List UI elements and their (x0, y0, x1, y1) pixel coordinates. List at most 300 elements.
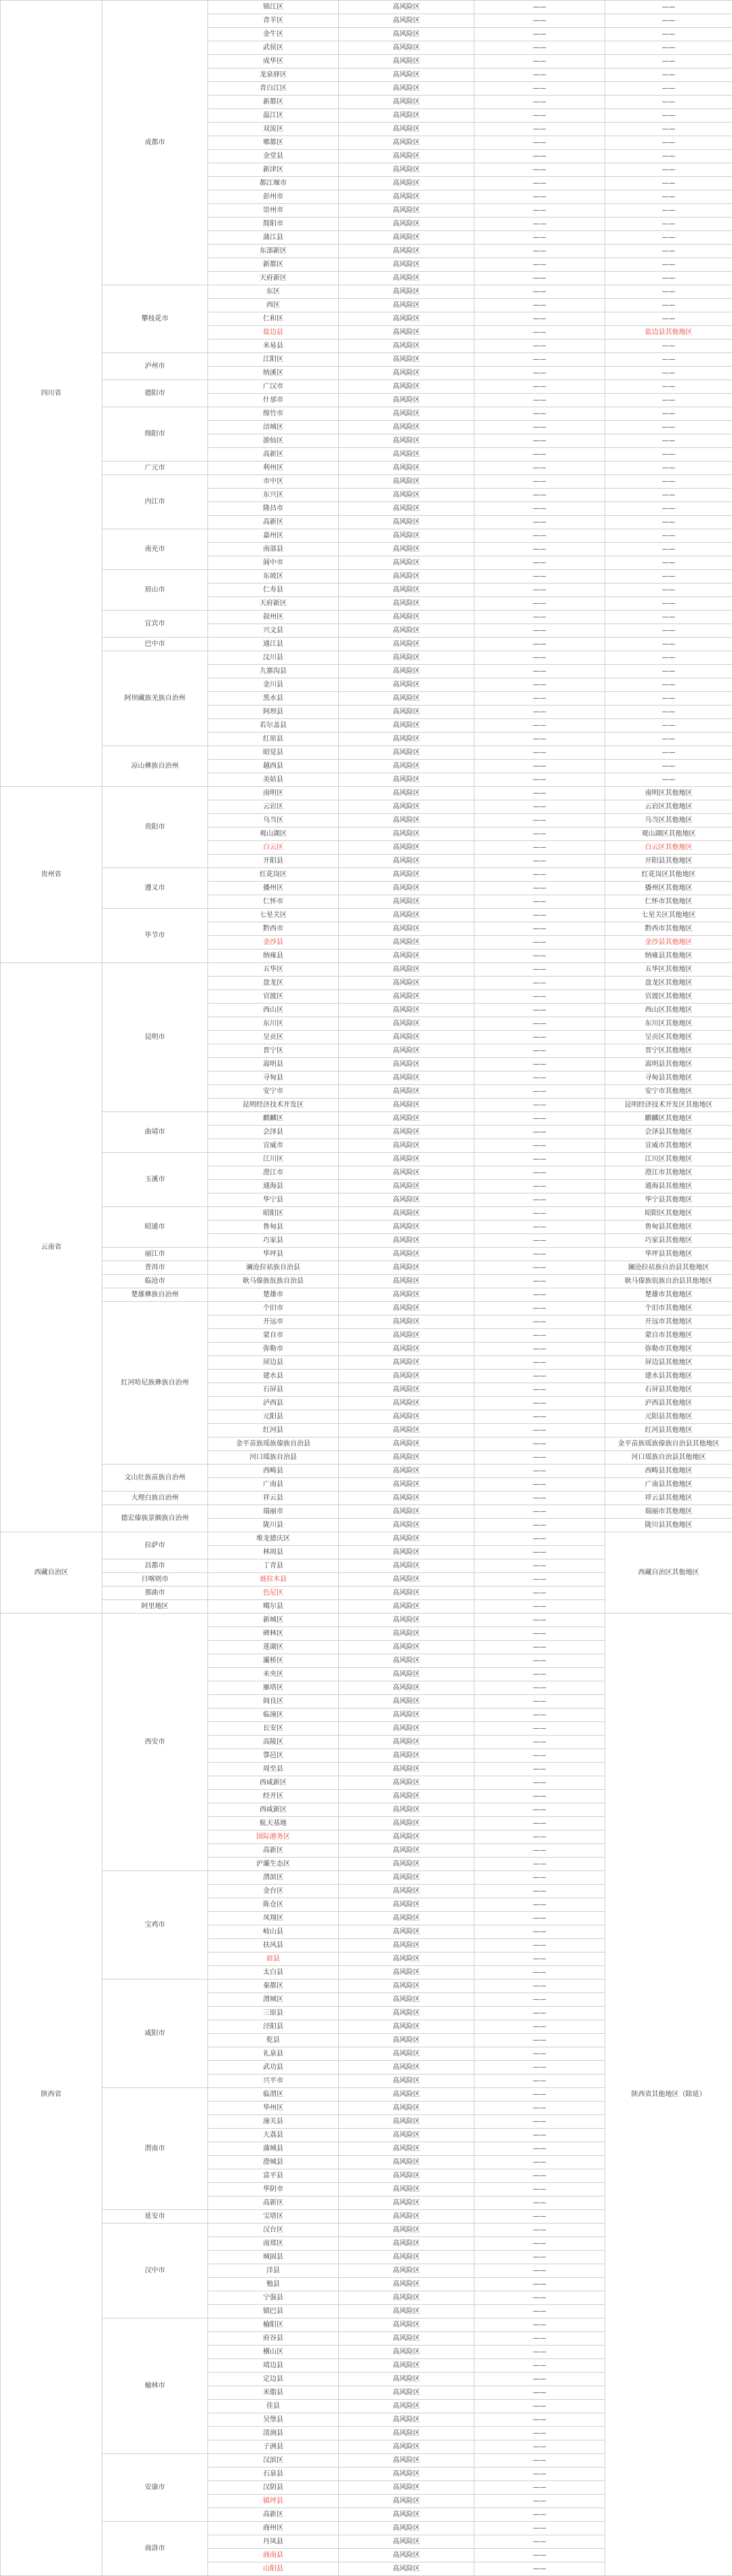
dash-cell: —— (474, 1709, 605, 1722)
risk-level-cell: 高风险区 (339, 2332, 474, 2346)
district-cell: 嵩明县 (208, 1058, 339, 1071)
dash-cell: —— (474, 380, 605, 394)
risk-level-cell: 高风险区 (339, 1885, 474, 1898)
district-cell: 洋县 (208, 2264, 339, 2278)
risk-level-cell: 高风险区 (339, 1953, 474, 1966)
dash-cell: —— (474, 258, 605, 272)
district-cell: 开阳县 (208, 855, 339, 868)
other-area-cell: 晋宁区其他地区 (605, 1044, 732, 1058)
dash-cell: —— (605, 746, 732, 760)
risk-level-cell: 高风险区 (339, 638, 474, 651)
risk-level-cell: 高风险区 (339, 1180, 474, 1193)
risk-level-cell: 高风险区 (339, 1492, 474, 1505)
city-cell: 丽江市 (102, 1248, 208, 1261)
dash-cell: —— (474, 2061, 605, 2074)
dash-cell: —— (474, 1925, 605, 1939)
risk-level-cell: 高风险区 (339, 1451, 474, 1465)
dash-cell: —— (474, 2142, 605, 2156)
risk-level-cell: 高风险区 (339, 2264, 474, 2278)
district-cell: 镇巴县 (208, 2305, 339, 2318)
risk-level-cell: 高风险区 (339, 2427, 474, 2440)
dash-cell: —— (474, 841, 605, 855)
risk-level-cell: 高风险区 (339, 855, 474, 868)
risk-level-cell: 高风险区 (339, 2007, 474, 2020)
dash-cell: —— (474, 55, 605, 68)
other-area-cell: 元阳县其他地区 (605, 1410, 732, 1424)
other-area-cell: 呈贡区其他地区 (605, 1031, 732, 1044)
risk-level-cell: 高风险区 (339, 570, 474, 584)
district-cell: 南部县 (208, 543, 339, 556)
risk-level-cell: 高风险区 (339, 1668, 474, 1681)
district-cell: 五华区 (208, 963, 339, 977)
risk-level-cell: 高风险区 (339, 963, 474, 977)
dash-cell: —— (605, 434, 732, 448)
dash-cell: —— (474, 190, 605, 204)
district-cell: 澜沧拉祜族自治县 (208, 1261, 339, 1275)
risk-level-cell: 高风险区 (339, 1695, 474, 1709)
risk-level-cell: 高风险区 (339, 584, 474, 597)
city-cell: 延安市 (102, 2210, 208, 2224)
district-cell: 东区 (208, 285, 339, 299)
dash-cell: —— (474, 2454, 605, 2468)
risk-level-cell: 高风险区 (339, 1207, 474, 1221)
other-area-cell: 黔西市其他地区 (605, 922, 732, 936)
district-cell: 汉滨区 (208, 2454, 339, 2468)
city-cell: 泸州市 (102, 353, 208, 380)
dash-cell: —— (474, 1343, 605, 1356)
dash-cell: —— (605, 340, 732, 353)
risk-level-cell: 高风险区 (339, 299, 474, 312)
risk-level-cell: 高风险区 (339, 285, 474, 299)
district-cell: 城固县 (208, 2251, 339, 2264)
city-cell: 眉山市 (102, 570, 208, 611)
merged-other-area-cell: 西藏自治区其他地区 (605, 1532, 732, 1614)
dash-cell: —— (474, 394, 605, 407)
province-cell: 云南省 (1, 963, 102, 1532)
city-cell: 阿坝藏族羌族自治州 (102, 651, 208, 746)
risk-level-cell: 高风险区 (339, 1085, 474, 1099)
other-area-cell: 蒙自市其他地区 (605, 1329, 732, 1343)
dash-cell: —— (474, 1532, 605, 1546)
dash-cell: —— (474, 502, 605, 516)
risk-level-cell: 高风险区 (339, 82, 474, 96)
city-cell: 拉萨市 (102, 1532, 208, 1559)
district-cell: 仁寿县 (208, 584, 339, 597)
risk-level-cell: 高风险区 (339, 1871, 474, 1885)
other-area-cell: 鲁甸县其他地区 (605, 1221, 732, 1234)
district-cell: 聂拉木县 (208, 1573, 339, 1587)
district-cell: 蒲城县 (208, 2142, 339, 2156)
dash-cell: —— (474, 760, 605, 773)
risk-level-cell: 高风险区 (339, 2034, 474, 2047)
district-cell: 华阴市 (208, 2183, 339, 2196)
dash-cell: —— (474, 2020, 605, 2034)
dash-cell: —— (605, 55, 732, 68)
risk-level-cell: 高风险区 (339, 340, 474, 353)
district-cell: 色尼区 (208, 1587, 339, 1600)
dash-cell: —— (474, 448, 605, 462)
dash-cell: —— (605, 177, 732, 190)
district-cell: 西咸新区 (208, 1803, 339, 1817)
other-area-cell: 西山区其他地区 (605, 1004, 732, 1017)
table-row (1, 1532, 732, 1546)
dash-cell: —— (474, 827, 605, 841)
risk-level-cell: 高风险区 (339, 2047, 474, 2061)
dash-cell: —— (474, 1939, 605, 1953)
district-cell: 昆明经济技术开发区 (208, 1099, 339, 1112)
dash-cell: —— (474, 800, 605, 814)
district-cell: 沪灞生态区 (208, 1858, 339, 1871)
city-cell: 昆明市 (102, 963, 208, 1112)
dash-cell: —— (474, 1695, 605, 1709)
district-cell: 楚雄市 (208, 1288, 339, 1302)
district-cell: 武侯区 (208, 41, 339, 55)
table-row (1, 1207, 732, 1221)
risk-level-cell: 高风险区 (339, 1614, 474, 1627)
risk-level-cell: 高风险区 (339, 1654, 474, 1668)
dash-cell: —— (605, 584, 732, 597)
district-cell: 仁和区 (208, 312, 339, 326)
dash-cell: —— (474, 2156, 605, 2169)
risk-level-cell: 高风险区 (339, 624, 474, 638)
dash-cell: —— (605, 733, 732, 746)
district-cell: 山阳县 (208, 2562, 339, 2576)
district-cell: 长安区 (208, 1722, 339, 1736)
risk-level-cell: 高风险区 (339, 434, 474, 448)
table-row (1, 1153, 732, 1166)
dash-cell: —— (474, 2169, 605, 2183)
district-cell: 南明区 (208, 787, 339, 800)
district-cell: 锦江区 (208, 1, 339, 14)
dash-cell: —— (474, 570, 605, 584)
dash-cell: —— (474, 1614, 605, 1627)
district-cell: 清涧县 (208, 2427, 339, 2440)
district-cell: 金平苗族瑶族傣族自治县 (208, 1437, 339, 1451)
district-cell: 晋宁区 (208, 1044, 339, 1058)
dash-cell: —— (474, 516, 605, 529)
district-cell: 宣威市 (208, 1139, 339, 1153)
dash-cell: —— (474, 462, 605, 475)
city-cell: 广元市 (102, 462, 208, 475)
district-cell: 阎良区 (208, 1695, 339, 1709)
dash-cell: —— (474, 949, 605, 963)
risk-level-cell: 高风险区 (339, 41, 474, 55)
city-cell: 南充市 (102, 529, 208, 570)
dash-cell: —— (474, 1329, 605, 1343)
risk-level-cell: 高风险区 (339, 1126, 474, 1139)
city-cell: 宜宾市 (102, 611, 208, 638)
risk-level-cell: 高风险区 (339, 272, 474, 285)
risk-level-cell: 高风险区 (339, 1559, 474, 1573)
district-cell: 呈贡区 (208, 1031, 339, 1044)
dash-cell: —— (474, 1383, 605, 1397)
dash-cell: —— (605, 421, 732, 434)
table-row (1, 1261, 732, 1275)
dash-cell: —— (605, 719, 732, 733)
dash-cell: —— (474, 2183, 605, 2196)
other-area-cell: 陇川县其他地区 (605, 1519, 732, 1532)
risk-level-cell: 高风险区 (339, 1532, 474, 1546)
dash-cell: —— (474, 1017, 605, 1031)
other-area-cell: 昭阳区其他地区 (605, 1207, 732, 1221)
district-cell: 定边县 (208, 2373, 339, 2386)
district-cell: 蒲江县 (208, 231, 339, 245)
dash-cell: —— (474, 2386, 605, 2400)
dash-cell: —— (474, 1058, 605, 1071)
dash-cell: —— (474, 977, 605, 990)
district-cell: 陈仓区 (208, 1898, 339, 1912)
risk-level-cell: 高风险区 (339, 2102, 474, 2115)
district-cell: 东部新区 (208, 245, 339, 258)
city-cell: 绵阳市 (102, 407, 208, 462)
dash-cell: —— (474, 1261, 605, 1275)
risk-level-cell: 高风险区 (339, 1031, 474, 1044)
city-cell: 汉中市 (102, 2224, 208, 2318)
district-cell: 播州区 (208, 882, 339, 895)
table-row (1, 462, 732, 475)
other-area-cell: 金沙县其他地区 (605, 936, 732, 949)
district-cell: 汉阴县 (208, 2481, 339, 2495)
dash-cell: —— (605, 150, 732, 163)
district-cell: 西畴县 (208, 1465, 339, 1478)
risk-level-cell: 高风险区 (339, 2535, 474, 2549)
district-cell: 商南县 (208, 2549, 339, 2562)
dash-cell: —— (474, 1492, 605, 1505)
district-cell: 纳溪区 (208, 367, 339, 380)
district-cell: 礼泉县 (208, 2047, 339, 2061)
dash-cell: —— (474, 1858, 605, 1871)
table-row (1, 1, 732, 14)
other-area-cell: 广南县其他地区 (605, 1478, 732, 1492)
district-cell: 泾阳县 (208, 2020, 339, 2034)
dash-cell: —— (474, 1451, 605, 1465)
dash-cell: —— (605, 245, 732, 258)
other-area-cell: 盘龙区其他地区 (605, 977, 732, 990)
other-area-cell: 楚雄市其他地区 (605, 1288, 732, 1302)
risk-level-cell: 高风险区 (339, 1858, 474, 1871)
other-area-cell: 安宁市其他地区 (605, 1085, 732, 1099)
dash-cell: —— (474, 1641, 605, 1654)
district-cell: 越西县 (208, 760, 339, 773)
dash-cell: —— (605, 570, 732, 584)
district-cell: 子洲县 (208, 2440, 339, 2454)
dash-cell: —— (605, 502, 732, 516)
city-cell: 安康市 (102, 2454, 208, 2522)
dash-cell: —— (474, 2427, 605, 2440)
risk-level-cell: 高风险区 (339, 2129, 474, 2142)
district-cell: 米易县 (208, 340, 339, 353)
dash-cell: —— (474, 909, 605, 922)
dash-cell: —— (474, 2373, 605, 2386)
risk-level-cell: 高风险区 (339, 1763, 474, 1776)
dash-cell: —— (474, 2074, 605, 2088)
district-cell: 新都区 (208, 96, 339, 109)
dash-cell: —— (474, 2495, 605, 2508)
district-cell: 高新区 (208, 2196, 339, 2210)
dash-cell: —— (474, 1139, 605, 1153)
risk-level-cell: 高风险区 (339, 1343, 474, 1356)
other-area-cell: 西畴县其他地区 (605, 1465, 732, 1478)
district-cell: 双流区 (208, 123, 339, 136)
dash-cell: —— (474, 1275, 605, 1288)
dash-cell: —— (474, 733, 605, 746)
risk-level-cell: 高风险区 (339, 1288, 474, 1302)
city-cell: 宝鸡市 (102, 1871, 208, 1980)
dash-cell: —— (474, 434, 605, 448)
dash-cell: —— (474, 1953, 605, 1966)
dash-cell: —— (474, 1763, 605, 1776)
risk-level-cell: 高风险区 (339, 2305, 474, 2318)
district-cell: 宁强县 (208, 2291, 339, 2305)
risk-level-cell: 高风险区 (339, 1803, 474, 1817)
table-row (1, 638, 732, 651)
risk-level-cell: 高风险区 (339, 1315, 474, 1329)
risk-level-cell: 高风险区 (339, 1790, 474, 1803)
city-cell: 日喀则市 (102, 1573, 208, 1587)
city-cell: 德阳市 (102, 380, 208, 407)
dash-cell: —— (474, 150, 605, 163)
dash-cell: —— (474, 2508, 605, 2522)
district-cell: 鲁甸县 (208, 1221, 339, 1234)
risk-level-cell: 高风险区 (339, 2400, 474, 2413)
risk-level-cell: 高风险区 (339, 827, 474, 841)
district-cell: 榆阳区 (208, 2318, 339, 2332)
dash-cell: —— (474, 1600, 605, 1614)
district-cell: 富平县 (208, 2169, 339, 2183)
district-cell: 潼关县 (208, 2115, 339, 2129)
risk-level-cell: 高风险区 (339, 1329, 474, 1343)
risk-level-cell: 高风险区 (339, 68, 474, 82)
district-cell: 林周县 (208, 1546, 339, 1559)
dash-cell: —— (474, 2468, 605, 2481)
risk-level-cell: 高风险区 (339, 2169, 474, 2183)
risk-level-cell: 高风险区 (339, 977, 474, 990)
dash-cell: —— (605, 651, 732, 665)
district-cell: 盐边县 (208, 326, 339, 340)
dash-cell: —— (605, 773, 732, 787)
district-cell: 祥云县 (208, 1492, 339, 1505)
dash-cell: —— (605, 706, 732, 719)
district-cell: 天府新区 (208, 272, 339, 285)
dash-cell: —— (605, 407, 732, 421)
table-row (1, 611, 732, 624)
risk-level-cell: 高风险区 (339, 2495, 474, 2508)
risk-level-cell: 高风险区 (339, 407, 474, 421)
risk-level-cell: 高风险区 (339, 895, 474, 909)
dash-cell: —— (605, 258, 732, 272)
city-cell: 德宏傣族景颇族自治州 (102, 1505, 208, 1532)
dash-cell: —— (474, 990, 605, 1004)
city-cell: 楚雄彝族自治州 (102, 1288, 208, 1302)
district-cell: 仁怀市 (208, 895, 339, 909)
risk-level-cell: 高风险区 (339, 2061, 474, 2074)
table-row (1, 1288, 732, 1302)
risk-level-cell: 高风险区 (339, 14, 474, 28)
risk-level-cell: 高风险区 (339, 1465, 474, 1478)
risk-level-cell: 高风险区 (339, 556, 474, 570)
table-row (1, 353, 732, 367)
dash-cell: —— (474, 895, 605, 909)
city-cell: 渭南市 (102, 2088, 208, 2210)
risk-level-cell: 高风险区 (339, 936, 474, 949)
district-cell: 江川区 (208, 1153, 339, 1166)
risk-level-cell: 高风险区 (339, 1275, 474, 1288)
risk-level-cell: 高风险区 (339, 190, 474, 204)
dash-cell: —— (474, 719, 605, 733)
district-cell: 靖边县 (208, 2359, 339, 2373)
district-cell: 金牛区 (208, 28, 339, 41)
dash-cell: —— (474, 312, 605, 326)
dash-cell: —— (474, 1898, 605, 1912)
dash-cell: —— (474, 1776, 605, 1790)
district-cell: 涪城区 (208, 421, 339, 434)
district-cell: 凤翔区 (208, 1912, 339, 1925)
dash-cell: —— (474, 2522, 605, 2535)
other-area-cell: 耿马傣族佤族自治县其他地区 (605, 1275, 732, 1288)
risk-level-cell: 高风险区 (339, 2359, 474, 2373)
district-cell: 航天基地 (208, 1817, 339, 1831)
district-cell: 堆龙德庆区 (208, 1532, 339, 1546)
dash-cell: —— (474, 1519, 605, 1532)
dash-cell: —— (474, 1831, 605, 1844)
dash-cell: —— (605, 272, 732, 285)
district-cell: 澄城县 (208, 2156, 339, 2169)
risk-level-cell: 高风险区 (339, 163, 474, 177)
district-cell: 九寨沟县 (208, 665, 339, 678)
table-row (1, 1614, 732, 1627)
district-cell: 国际港务区 (208, 1831, 339, 1844)
district-cell: 彭州市 (208, 190, 339, 204)
risk-level-cell: 高风险区 (339, 2291, 474, 2305)
district-cell: 灞桥区 (208, 1654, 339, 1668)
dash-cell: —— (474, 1424, 605, 1437)
city-cell: 曲靖市 (102, 1112, 208, 1153)
dash-cell: —— (474, 1980, 605, 1993)
risk-level-cell: 高风险区 (339, 2196, 474, 2210)
risk-level-cell: 高风险区 (339, 2549, 474, 2562)
district-cell: 高陵区 (208, 1736, 339, 1749)
dash-cell: —— (474, 2359, 605, 2373)
district-cell: 华州区 (208, 2102, 339, 2115)
dash-cell: —— (474, 2278, 605, 2291)
district-cell: 丹凤县 (208, 2535, 339, 2549)
dash-cell: —— (605, 692, 732, 706)
dash-cell: —— (474, 624, 605, 638)
dash-cell: —— (474, 1004, 605, 1017)
risk-level-cell: 高风险区 (339, 1681, 474, 1695)
risk-level-cell: 高风险区 (339, 2386, 474, 2400)
district-cell: 阿坝县 (208, 706, 339, 719)
dash-cell: —— (474, 597, 605, 611)
other-area-cell: 瑞丽市其他地区 (605, 1505, 732, 1519)
dash-cell: —— (474, 2196, 605, 2210)
dash-cell: —— (474, 1248, 605, 1261)
dash-cell: —— (474, 353, 605, 367)
risk-level-cell: 高风险区 (339, 1505, 474, 1519)
district-cell: 新都区 (208, 258, 339, 272)
risk-level-cell: 高风险区 (339, 2413, 474, 2427)
dash-cell: —— (474, 367, 605, 380)
dash-cell: —— (474, 1885, 605, 1898)
dash-cell: —— (474, 14, 605, 28)
district-cell: 陇川县 (208, 1519, 339, 1532)
district-cell: 屏边县 (208, 1356, 339, 1370)
dash-cell: —— (605, 190, 732, 204)
district-cell: 东川区 (208, 1017, 339, 1031)
other-area-cell: 华坪县其他地区 (605, 1248, 732, 1261)
other-area-cell: 观山湖区其他地区 (605, 827, 732, 841)
risk-level-cell: 高风险区 (339, 2278, 474, 2291)
